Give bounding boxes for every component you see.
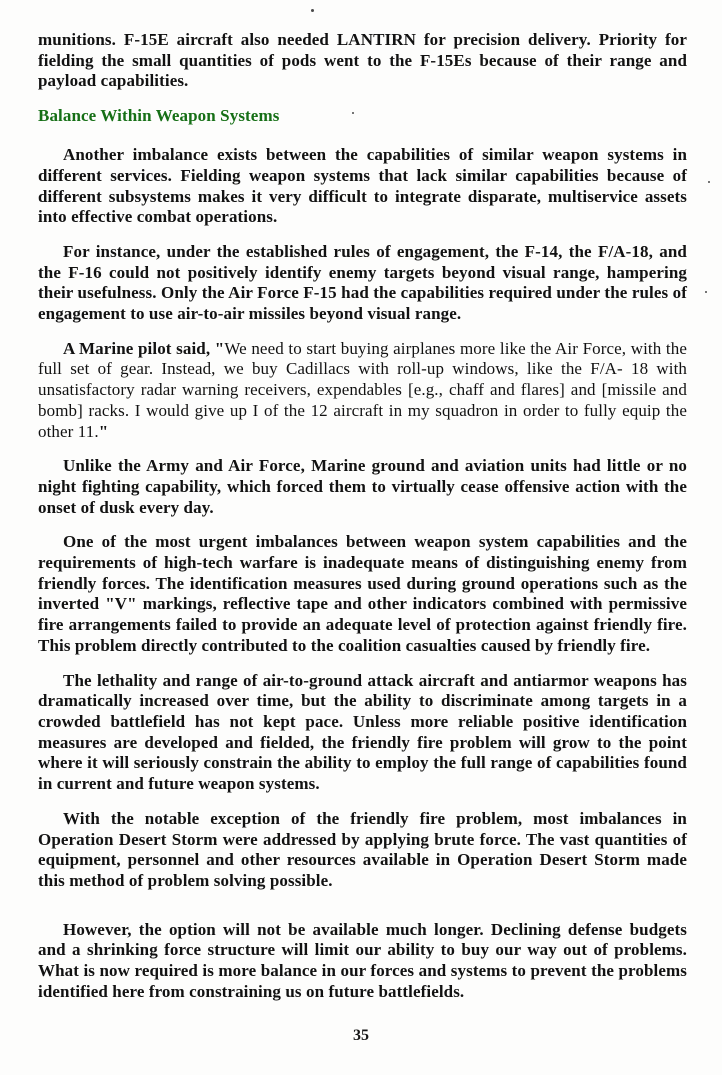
scan-speck — [311, 9, 314, 12]
quote-lead: A Marine pilot said, " — [63, 338, 225, 358]
paragraph-another-imbalance: Another imbalance exists between the capabilities of similar weapon systems in different services. Fielding weapon systems that lack similar capabilities because of different subsystems makes it very difficult to integrate disparate, multiservice assets into effective combat operations. — [38, 145, 687, 227]
quote-close: " — [98, 421, 109, 441]
paragraph-brute-force: With the notable exception of the friendly fire problem, most imbalances in Operation Desert Storm were addressed by applying brute force. The vast quantities of equipment, personnel and other resources available in Operation Desert Storm made this method of problem solving possible. — [38, 808, 687, 890]
scan-speck — [708, 181, 710, 183]
scan-speck — [352, 112, 354, 114]
quote-body: We need to start buying airplanes more like the Air Force, with the full set of gear. Instead, we buy Cadillacs with roll-up windows, like the F/A- 18 with unsatisfactory radar warning receivers, expendables [e.g., chaff and flares] and [missile and bomb] racks. I would give up I of the 12 aircraft in my squadron in order to fully equip the other 11. — [38, 338, 687, 441]
paragraph-lethality-range: The lethality and range of air-to-ground attack aircraft and antiarmor weapons has dramatically increased over time, but the ability to discriminate among targets in a crowded battlefield has not kept pace. Unless more reliable positive identification measures are developed and fielded, the friendly fire problem will grow to the point where it will seriously constrain the ability to employ the full range of capabilities found in current and future weapon systems. — [38, 670, 687, 794]
paragraph-unlike-army: Unlike the Army and Air Force, Marine ground and aviation units had little or no night fighting capability, which forced them to virtually cease offensive action with the onset of dusk every day. — [38, 456, 687, 517]
page-number: 35 — [353, 1027, 369, 1044]
section-heading: Balance Within Weapon Systems — [38, 106, 280, 126]
paragraph-friendly-fire-imbalance: One of the most urgent imbalances between weapon system capabilities and the requirements of high-tech warfare is inadequate means of distinguishing enemy from friendly forces. The identification measures used during ground operations such as the inverted "V" markings, reflective tape and other indicators combined with permissive fire arrangements failed to provide an adequate level of protection against friendly fire. This problem directly contributed to the coalition casualties caused by friendly fire. — [38, 532, 687, 655]
paragraph-for-instance: For instance, under the established rules of engagement, the F-14, the F/A-18, and the F-16 could not positively identify enemy targets beyond visual range, hampering their usefulness. Only the Air Force F-15 had the capabilities required under the rules of engagement to use air-to-air missiles beyond visual range. — [38, 241, 687, 324]
page-content — [38, 30, 687, 1016]
paragraph-however-option: However, the option will not be available much longer. Declining defense budgets and a shrinking force structure will limit our ability to buy our way out of problems. What is now required is more balance in our forces and systems to prevent the problems identified here from constraining us on future battlefields. — [38, 919, 687, 1001]
scan-speck — [705, 291, 707, 293]
paragraph-marine-pilot-quote — [38, 339, 687, 443]
paragraph-continuation: munitions. F-15E aircraft also needed LANTIRN for precision delivery. Priority for fielding the small quantities of pods went to the F-15Es because of their range and payload capabilities. — [38, 30, 687, 91]
